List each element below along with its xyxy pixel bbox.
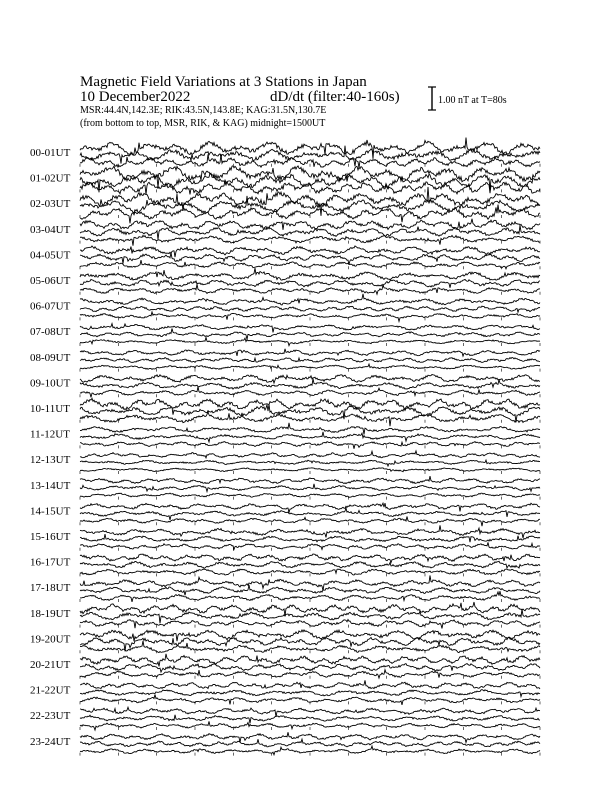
row-label: 12-13UT: [30, 454, 71, 467]
trace-rik: [80, 715, 540, 724]
trace-msr: [80, 235, 540, 245]
row-label: 02-03UT: [30, 198, 71, 211]
trace-rik: [80, 279, 540, 287]
trace-kag: [80, 525, 540, 538]
date-label: 10 December2022: [80, 89, 191, 105]
trace-rik: [80, 357, 540, 362]
trace-rik: [80, 460, 540, 466]
station-coordinates: MSR:44.4N,142.3E; RIK:43.5N,143.8E; KAG:31.5N,130.7E: [80, 105, 327, 116]
trace-msr: [80, 412, 540, 427]
trace-rik: [80, 328, 540, 339]
trace-rik: [80, 306, 540, 312]
trace-rik: [80, 404, 540, 422]
trace-rik: [80, 739, 540, 747]
trace-msr: [80, 364, 540, 369]
row-label: 16-17UT: [30, 556, 71, 569]
trace-rik: [80, 585, 540, 595]
trace-kag: [80, 324, 540, 333]
row-label: 10-11UT: [30, 403, 70, 415]
trace-rik: [80, 690, 540, 697]
row-label: 21-22UT: [30, 684, 71, 697]
row-label: 20-21UT: [30, 659, 71, 671]
trace-kag: [80, 476, 540, 484]
row-label: 00-01UT: [30, 147, 71, 159]
row-label: 11-12UT: [30, 428, 70, 441]
row-label: 03-04UT: [30, 223, 71, 236]
row-label: 23-24UT: [30, 735, 71, 748]
row-label: 13-14UT: [30, 479, 71, 492]
quantity-label: dD/dt (filter:40-160s): [270, 89, 400, 105]
trace-rik: [80, 534, 540, 542]
trace-kag: [80, 680, 540, 689]
row-label: 07-08UT: [30, 326, 71, 339]
trace-rik: [80, 484, 540, 492]
trace-kag: [80, 451, 540, 458]
trace-rik: [80, 561, 540, 568]
row-label: 09-10UT: [30, 377, 71, 390]
row-label: 14-15UT: [30, 505, 71, 518]
trace-kag: [80, 219, 540, 230]
chart-title: Magnetic Field Variations at 3 Stations in Japan: [80, 74, 367, 90]
scale-bar-label: 1.00 nT at T=80s: [438, 95, 507, 106]
row-label: 04-05UT: [30, 249, 71, 262]
trace-kag: [80, 423, 540, 435]
trace-kag: [80, 349, 540, 356]
row-label: 06-07UT: [30, 300, 71, 313]
row-label: 15-16UT: [30, 531, 71, 543]
trace-rik: [80, 432, 540, 442]
trace-kag: [80, 398, 540, 409]
stack-order-note: (from bottom to top, MSR, RIK, & KAG) midnight=1500UT: [80, 118, 326, 129]
trace-kag: [80, 732, 540, 742]
trace-kag: [80, 707, 540, 717]
trace-kag: [80, 268, 540, 280]
trace-kag: [80, 602, 540, 616]
trace-kag: [80, 166, 540, 182]
trace-kag: [80, 375, 540, 383]
trace-kag: [80, 138, 540, 159]
row-label: 01-02UT: [30, 172, 71, 185]
scale-bar: [428, 87, 507, 110]
trace-rik: [80, 508, 540, 520]
trace-kag: [80, 554, 540, 563]
trace-rik: [80, 609, 540, 623]
trace-rik: [80, 664, 540, 673]
row-label: 18-19UT: [30, 607, 71, 620]
row-label: 08-09UT: [30, 351, 71, 364]
trace-rows: [30, 138, 540, 756]
row-label: 19-20UT: [30, 633, 71, 646]
row-label: 17-18UT: [30, 582, 71, 595]
row-label: 22-23UT: [30, 710, 71, 723]
trace-kag: [80, 294, 540, 305]
trace-kag: [80, 630, 540, 641]
row-label: 05-06UT: [30, 275, 71, 287]
trace-rik: [80, 379, 540, 390]
